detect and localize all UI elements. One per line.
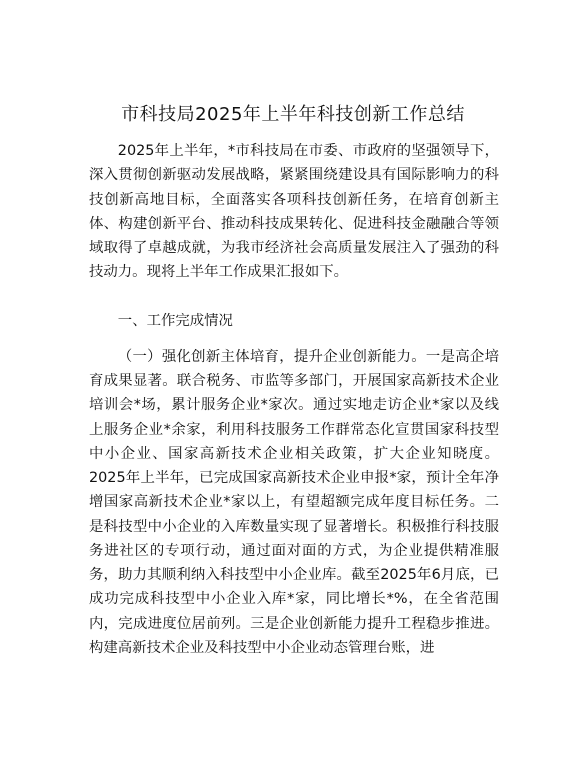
section-paragraph: （一）强化创新主体培育，提升企业创新能力。一是高企培育成果显著。联合税务、市监等多部门，开展国家高新技术企业培训会*场，累计服务企业*家次。通过实地走访企业*家以及线上服务企业*余家，利用科技服务工作群常态化宣贯国家科技型中小企业、国家高新技术企业相关政策，扩大企业知晓度。2025年上半年，已完成国家高新技术企业申报*家，预计全年净增国家高新技术企业*家以上，有望超额完成年度目标任务。二是科技型中小企业的入库数量实现了显著增长。积极推行科技服务进社区的专项行动，通过面对面的方式，为企业提供精准服务，助力其顺利纳入科技型中小企业库。截至2025年6月底，已成功完成科技型中小企业入库*家，同比增长*%，在全省范围内，完成进度位居前列。三是企业创新能力提升工程稳步推进。构建高新技术企业及科技型中小企业动态管理台账，进 bbox=[89, 348, 499, 656]
document-body bbox=[89, 139, 499, 660]
intro-paragraph: 2025年上半年，*市科技局在市委、市政府的坚强领导下，深入贯彻创新驱动发展战略，紧紧围绕建设具有国际影响力的科技创新高地目标，全面落实各项科技创新任务，在培育创新主体、构建创新平台、推动科技成果转化、促进科技金融融合等领域取得了卓越成就，为我市经济社会高质量发展注入了强劲的科技动力。现将上半年工作成果汇报如下。 bbox=[89, 143, 499, 281]
document-title: 市科技局2025年上半年科技创新工作总结 bbox=[121, 104, 465, 125]
section-heading: 一、工作完成情况 bbox=[117, 312, 233, 329]
